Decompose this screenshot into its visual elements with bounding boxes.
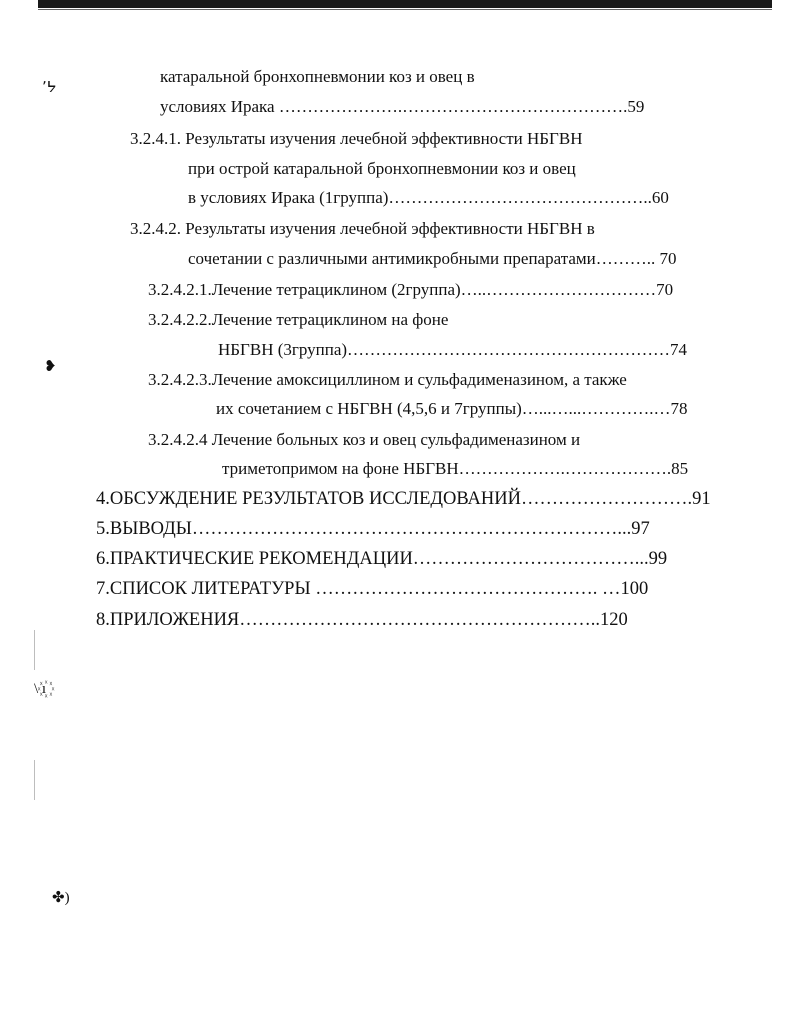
- toc-line: 4.ОБСУЖДЕНИЕ РЕЗУЛЬТАТОВ ИССЛЕДОВАНИЙ……………………….91: [96, 489, 711, 509]
- toc-line: в условиях Ирака (1группа)………………………………………..60: [188, 188, 669, 207]
- toc-line: 8.ПРИЛОЖЕНИЯ…………………………………………………..120: [96, 610, 628, 630]
- toc-line: сочетании с различными антимикробными препаратами……….. 70: [188, 249, 677, 268]
- toc-line: 7.СПИСОК ЛИТЕРАТУРЫ ………………………………………. …100: [96, 579, 649, 599]
- toc-line: 3.2.4.2.1.Лечение тетрациклином (2группа)…..…………………………70: [148, 280, 674, 299]
- toc-line: 3.2.4.1. Результаты изучения лечебной эффективности НБГВН: [130, 129, 583, 148]
- toc-line: 6.ПРАКТИЧЕСКИЕ РЕКОМЕНДАЦИИ………………………………...99: [96, 549, 668, 569]
- toc-line: катаральной бронхопневмонии коз и овец в: [160, 67, 475, 86]
- scan-edge-mark: [34, 760, 35, 800]
- toc-line: триметопримом на фоне НБГВН……………….……………….85: [222, 459, 689, 478]
- scan-edge-mark: [34, 630, 35, 670]
- scan-blot-mark: ❥: [44, 359, 57, 375]
- scan-top-border: [38, 0, 772, 8]
- scan-blot-mark: ✤): [52, 890, 70, 906]
- toc-line: условиях Ирака ………………….………………………………….59: [160, 97, 645, 116]
- toc-line: 3.2.4.2.3.Лечение амоксициллином и сульфадименазином, а также: [148, 370, 627, 389]
- scan-blot-mark: ٬ᔭ: [42, 80, 57, 96]
- toc-line: 3.2.4.2.4 Лечение больных коз и овец сульфадименазином и: [148, 430, 581, 449]
- scan-blot-mark: \ ı꙰: [34, 681, 47, 697]
- toc-line: их сочетанием с НБГВН (4,5,6 и 7группы)…...…...………….…78: [216, 399, 688, 418]
- toc-line: 3.2.4.2. Результаты изучения лечебной эффективности НБГВН в: [130, 219, 595, 238]
- toc-line: при острой катаральной бронхопневмонии коз и овец: [188, 159, 576, 178]
- toc-line: 3.2.4.2.2.Лечение тетрациклином на фоне: [148, 310, 449, 329]
- toc-line: 5.ВЫВОДЫ……………………………………………………………...97: [96, 519, 650, 539]
- toc-line: НБГВН (3группа)…………………………………………………74: [218, 340, 688, 359]
